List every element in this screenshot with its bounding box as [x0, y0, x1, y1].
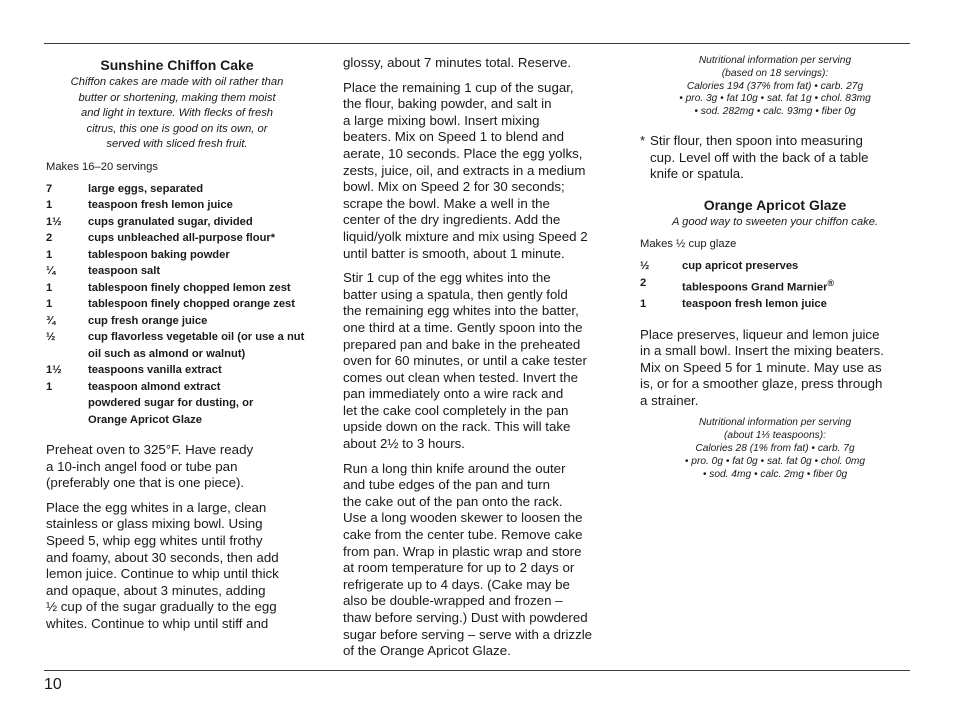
- ingredient-item: [46, 395, 308, 412]
- ingredient-name: cups granulated sugar, divided: [88, 215, 253, 228]
- page-number: 10: [44, 676, 62, 693]
- ingredient-item: [46, 280, 308, 297]
- method-text: [343, 55, 615, 660]
- text-line: • sod. 4mg • calc. 2mg • fiber 0g: [702, 468, 848, 480]
- ingredient-quantity: ½: [640, 260, 650, 273]
- text-line: Run a long thin knife around the outer: [343, 460, 566, 476]
- recipe-title: Sunshine Chiffon Cake: [100, 57, 254, 73]
- ingredient-quantity: 1: [640, 298, 647, 310]
- text-line: beaters. Mix on Speed 1 to blend and: [343, 129, 565, 145]
- ingredient-name: teaspoon almond extract: [88, 380, 221, 393]
- text-line: Place preserves, liqueur and lemon juice: [640, 326, 880, 342]
- text-line: of the Orange Apricot Glaze.: [343, 643, 511, 659]
- paragraph: [343, 55, 615, 72]
- text-line: Stir flour, then spoon into measuring: [650, 132, 863, 148]
- ingredient-quantity: [46, 412, 88, 429]
- ingredient-item: [46, 412, 308, 429]
- text-line: and opaque, about 3 minutes, adding: [46, 582, 266, 598]
- text-line: let the cake cool completely in the pan: [343, 402, 569, 418]
- text-line: (based on 18 servings):: [721, 67, 829, 79]
- ingredient-quantity: 1: [46, 199, 53, 211]
- text-line: scrape the bowl. Make a well in the: [343, 195, 550, 211]
- text-line: a 10-inch angel food or tube pan: [46, 458, 238, 474]
- text-line: a large mixing bowl. Insert mixing: [343, 112, 540, 128]
- text-line: • pro. 3g • fat 10g • sat. fat 1g • chol. 83mg: [679, 93, 871, 105]
- flour-footnote: [640, 133, 910, 183]
- glaze-nutrition-info: [640, 417, 910, 481]
- text-line: the flour, baking powder, and salt in: [343, 96, 552, 112]
- ingredient-name: powdered sugar for dusting, or: [88, 397, 254, 409]
- text-line: and light in texture. With flecks of fresh: [80, 107, 274, 119]
- ingredient-name: cup apricot preserves: [682, 260, 799, 273]
- text-line: lemon juice. Continue to whip until thick: [46, 566, 279, 582]
- glaze-method-text: [640, 327, 910, 410]
- ingredient-item: [640, 258, 910, 275]
- text-line: A good way to sweeten your chiffon cake.: [671, 215, 879, 228]
- text-line: refrigerate up to 4 days. (Cake may be: [343, 576, 570, 592]
- text-line: and foamy, about 30 seconds, then add: [46, 549, 279, 565]
- text-line: batter using a spatula, then gently fold: [343, 286, 568, 302]
- bottom-rule: [44, 670, 910, 671]
- text-line: • pro. 0g • fat 0g • sat. fat 0g • chol. 0mg: [684, 455, 866, 467]
- paragraph: [640, 327, 910, 410]
- ingredient-item: [46, 263, 308, 280]
- text-line: the cake out of the pan onto the rack.: [343, 493, 563, 509]
- ingredient-name: large eggs, separated: [88, 182, 204, 195]
- top-rule: [44, 43, 910, 44]
- text-line: is, or for a smoother glaze, press through: [640, 376, 883, 392]
- text-line: cake from the center tube. Remove cake: [343, 527, 583, 543]
- ingredient-item: [46, 379, 308, 396]
- ingredient-name: cup fresh orange juice: [88, 314, 208, 327]
- text-line: upside down on the rack. This will take: [343, 419, 571, 435]
- text-line: Calories 28 (1% from fat) • carb. 7g: [695, 443, 855, 455]
- ingredient-item: [46, 313, 308, 330]
- text-line: (about 1⅓ teaspoons):: [724, 430, 826, 442]
- ingredient-item: [46, 362, 308, 379]
- text-line: center of the dry ingredients. Add the: [343, 212, 561, 228]
- text-line: one third at a time. Gently spoon into the: [343, 319, 583, 335]
- text-line: cup. Level off with the back of a table: [650, 149, 869, 165]
- ingredient-name: tablespoon baking powder: [88, 248, 230, 261]
- text-line: liquid/yolk mixture and mix using Speed 2: [343, 228, 588, 244]
- column-3: [640, 55, 910, 481]
- ingredient-name: tablespoon finely chopped lemon zest: [88, 281, 291, 294]
- glaze-title: Orange Apricot Glaze: [703, 196, 847, 213]
- paragraph: [343, 80, 615, 263]
- ingredient-name: teaspoon salt: [88, 265, 161, 277]
- ingredient-quantity: 1: [46, 298, 53, 310]
- ingredient-item: [46, 181, 308, 198]
- paragraph: [343, 270, 615, 453]
- method-text: [46, 442, 308, 633]
- text-line: Place the remaining 1 cup of the sugar,: [343, 79, 574, 95]
- paragraph: [46, 500, 308, 633]
- text-line: from pan. Wrap in plastic wrap and store: [343, 543, 582, 559]
- text-line: Calories 194 (37% from fat) • carb. 27g: [686, 80, 864, 92]
- text-line: stainless or glass mixing bowl. Using: [46, 516, 263, 532]
- registered-mark: ®: [827, 277, 835, 288]
- text-line: zests, juice, oil, and extracts in a medium: [343, 162, 586, 178]
- ingredient-item: [640, 275, 910, 296]
- ingredient-quantity: 2: [46, 232, 53, 244]
- text-line: Speed 5, whip egg whites until frothy: [46, 532, 263, 548]
- ingredient-quantity: ½: [46, 331, 56, 343]
- text-line: about 2½ to 3 hours.: [343, 436, 465, 452]
- text-line: citrus, this one is good on its own, or: [86, 122, 268, 135]
- text-line: prepared pan and bake in the preheated: [343, 336, 581, 352]
- text-line: oven for 60 minutes, or until a cake tester: [343, 353, 587, 369]
- text-line: Preheat oven to 325°F. Have ready: [46, 442, 254, 457]
- glaze-ingredient-list: [640, 258, 910, 312]
- text-line: in a small bowl. Insert the mixing beaters.: [640, 343, 884, 359]
- ingredient-name: cup flavorless vegetable oil (or use a nut oil such as almond or walnut): [88, 331, 305, 360]
- text-line: at room temperature for up to 2 days or: [343, 560, 575, 576]
- paragraph: [46, 442, 308, 492]
- text-line: and tube edges of the pan and turn: [343, 477, 551, 493]
- ingredient-name: tablespoon finely chopped orange zest: [88, 298, 295, 310]
- text-line: Use a long wooden skewer to loosen the: [343, 510, 583, 526]
- text-line: a strainer.: [640, 392, 699, 408]
- ingredient-item: [46, 296, 308, 313]
- text-line: served with sliced fresh fruit.: [106, 138, 248, 150]
- text-line: (preferably one that is one piece).: [46, 475, 245, 491]
- text-line: the remaining egg whites into the batter,: [343, 303, 579, 319]
- ingredient-item: [46, 214, 308, 231]
- ingredient-item: [640, 296, 910, 313]
- ingredient-quantity: 1: [46, 380, 53, 393]
- text-line: comes out clean when tested. Invert the: [343, 369, 579, 385]
- ingredient-name: tablespoons Grand Marnier®: [682, 277, 835, 294]
- text-line: pan immediately onto a wire rack and: [343, 386, 564, 402]
- glaze-intro: [640, 215, 910, 231]
- ingredient-quantity: 2: [640, 276, 647, 289]
- ingredient-item: [46, 329, 308, 362]
- nutrition-info: [640, 55, 910, 119]
- text-line: Stir 1 cup of the egg whites into the: [343, 270, 551, 286]
- text-line: Place the egg whites in a large, clean: [46, 499, 267, 515]
- text-line: sugar before serving – serve with a drizzle: [343, 626, 593, 642]
- ingredient-name: Orange Apricot Glaze: [88, 413, 202, 426]
- ingredient-name: teaspoon fresh lemon juice: [88, 199, 233, 211]
- column-1: [46, 55, 308, 641]
- text-line: Nutritional information per serving: [698, 417, 852, 429]
- ingredient-name: teaspoon fresh lemon juice: [682, 298, 827, 310]
- ingredient-name: teaspoons vanilla extract: [88, 364, 222, 376]
- ingredient-quantity: 1½: [46, 364, 62, 376]
- ingredient-name: cups unbleached all-purpose flour*: [88, 232, 276, 244]
- glaze-yield: Makes ½ cup glaze: [640, 238, 737, 251]
- text-line: Mix on Speed 5 for 1 minute. May use as: [640, 359, 882, 375]
- text-line: butter or shortening, making them moist: [78, 91, 276, 104]
- text-line: Nutritional information per serving: [698, 55, 852, 66]
- ingredient-quantity: [46, 395, 88, 412]
- text-line: aerate, 10 seconds. Place the egg yolks,: [343, 145, 583, 161]
- ingredient-quantity: 1: [46, 248, 53, 261]
- text-line: ½ cup of the sugar gradually to the egg: [46, 599, 277, 615]
- text-line: • sod. 282mg • calc. 93mg • fiber 0g: [694, 106, 856, 118]
- recipe-intro: [46, 75, 308, 153]
- ingredient-quantity: 1½: [46, 215, 62, 228]
- column-2: [343, 55, 615, 668]
- text-line: Chiffon cakes are made with oil rather than: [70, 76, 284, 88]
- text-line: thaw before serving.) Dust with powdered: [343, 610, 588, 625]
- text-line: knife or spatula.: [650, 166, 744, 182]
- text-line: also be double-wrapped and frozen –: [343, 593, 563, 609]
- ingredient-list: [46, 181, 308, 429]
- ingredient-item: [46, 197, 308, 214]
- recipe-yield: Makes 16–20 servings: [46, 160, 158, 173]
- ingredient-quantity: 7: [46, 182, 53, 195]
- footnote-mark: *: [640, 132, 646, 148]
- text-line: whites. Continue to whip until stiff and: [46, 615, 269, 631]
- ingredient-item: [46, 230, 308, 247]
- text-line: glossy, about 7 minutes total. Reserve.: [343, 55, 572, 70]
- text-line: until batter is smooth, about 1 minute.: [343, 245, 565, 261]
- ingredient-quantity: 1: [46, 281, 53, 294]
- ingredient-quantity: ¾: [46, 314, 56, 327]
- text-line: bowl. Mix on Speed 2 for 30 seconds;: [343, 179, 565, 195]
- paragraph: [343, 461, 615, 660]
- ingredient-quantity: ¼: [46, 265, 56, 277]
- ingredient-item: [46, 247, 308, 264]
- footnote-text: [650, 133, 869, 183]
